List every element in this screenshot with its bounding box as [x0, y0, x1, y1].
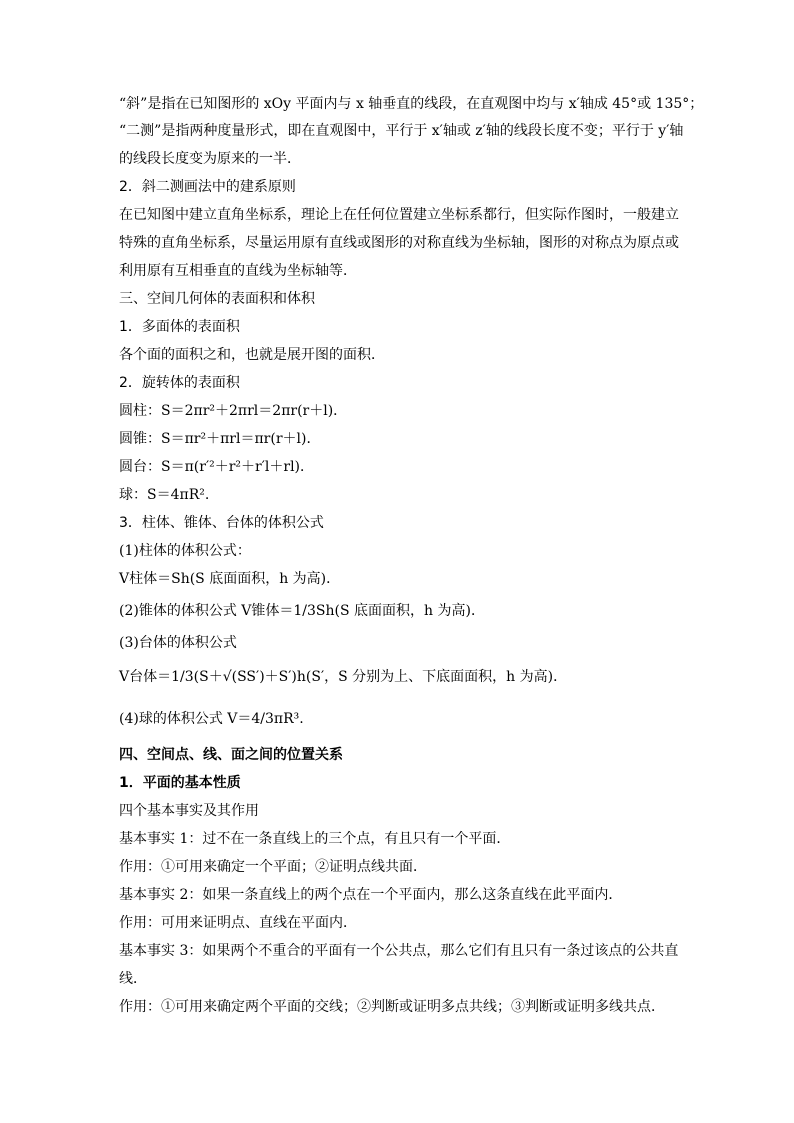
text-line: “斜”是指在已知图形的 xOy 平面内与 x 轴垂直的线段，在直观图中均与 x′轴成 45°或 135°；	[119, 96, 704, 112]
section-heading: 四、空间点、线、面之间的位置关系	[119, 747, 343, 763]
formula-line: 圆台：S＝π(r′²＋r²＋r′l＋rl)．	[119, 459, 315, 475]
text-line: 各个面的面积之和，也就是展开图的面积．	[119, 347, 385, 363]
formula-line: V柱体＝Sh(S 底面面积，h 为高)．	[119, 571, 341, 587]
subsection-heading: 3．柱体、锥体、台体的体积公式	[119, 515, 324, 531]
formula-line: (4)球的体积公式 V＝4/3πR³.	[119, 711, 304, 727]
text-line: 基本事实 2：如果一条直线上的两个点在一个平面内，那么这条直线在此平面内．	[119, 887, 623, 903]
text-line: “二测”是指两种度量形式，即在直观图中，平行于 x′轴或 z′轴的线段长度不变；平行于 y′轴	[119, 123, 684, 139]
subsection-heading: 2．旋转体的表面积	[119, 375, 240, 391]
text-line: (3)台体的体积公式	[119, 635, 237, 651]
subsection-heading: 1．多面体的表面积	[119, 319, 240, 335]
section-heading: 2．斜二测画法中的建系原则	[119, 179, 296, 195]
section-heading: 三、空间几何体的表面积和体积	[119, 291, 315, 307]
formula-line: 圆锥：S＝πr²＋πrl＝πr(r＋l)．	[119, 431, 321, 447]
text-line: 作用：可用来证明点、直线在平面内．	[119, 915, 357, 931]
formula-line: 球：S＝4πR².	[119, 487, 210, 503]
text-line: 利用原有互相垂直的直线为坐标轴等．	[119, 263, 357, 279]
formula-line: V台体＝1/3(S＋√(SS′)＋S′)h(S′，S 分别为上、下底面面积，h 为高)．	[119, 669, 568, 685]
text-line: 线．	[119, 971, 147, 987]
formula-line: 圆柱：S＝2πr²＋2πrl＝2πr(r＋l)．	[119, 403, 348, 419]
text-line: 基本事实 1：过不在一条直线上的三个点，有且只有一个平面．	[119, 831, 511, 847]
text-line: 作用：①可用来确定一个平面；②证明点线共面．	[119, 859, 427, 875]
text-line: 在已知图中建立直角坐标系，理论上在任何位置建立坐标系都行，但实际作图时，一般建立	[119, 207, 679, 223]
formula-line: (2)锥体的体积公式 V锥体＝1/3Sh(S 底面面积，h 为高)．	[119, 603, 485, 619]
text-line: 特殊的直角坐标系，尽量运用原有直线或图形的对称直线为坐标轴，图形的对称点为原点或	[119, 235, 679, 251]
subsection-heading: 1．平面的基本性质	[119, 775, 241, 791]
text-line: 基本事实 3：如果两个不重合的平面有一个公共点，那么它们有且只有一条过该点的公共直	[119, 943, 679, 959]
text-line: 作用：①可用来确定两个平面的交线；②判断或证明多点共线；③判断或证明多线共点．	[119, 999, 665, 1015]
text-line: 的线段长度变为原来的一半．	[119, 151, 301, 167]
text-line: 四个基本事实及其作用	[119, 803, 259, 819]
text-line: (1)柱体的体积公式：	[119, 543, 251, 559]
